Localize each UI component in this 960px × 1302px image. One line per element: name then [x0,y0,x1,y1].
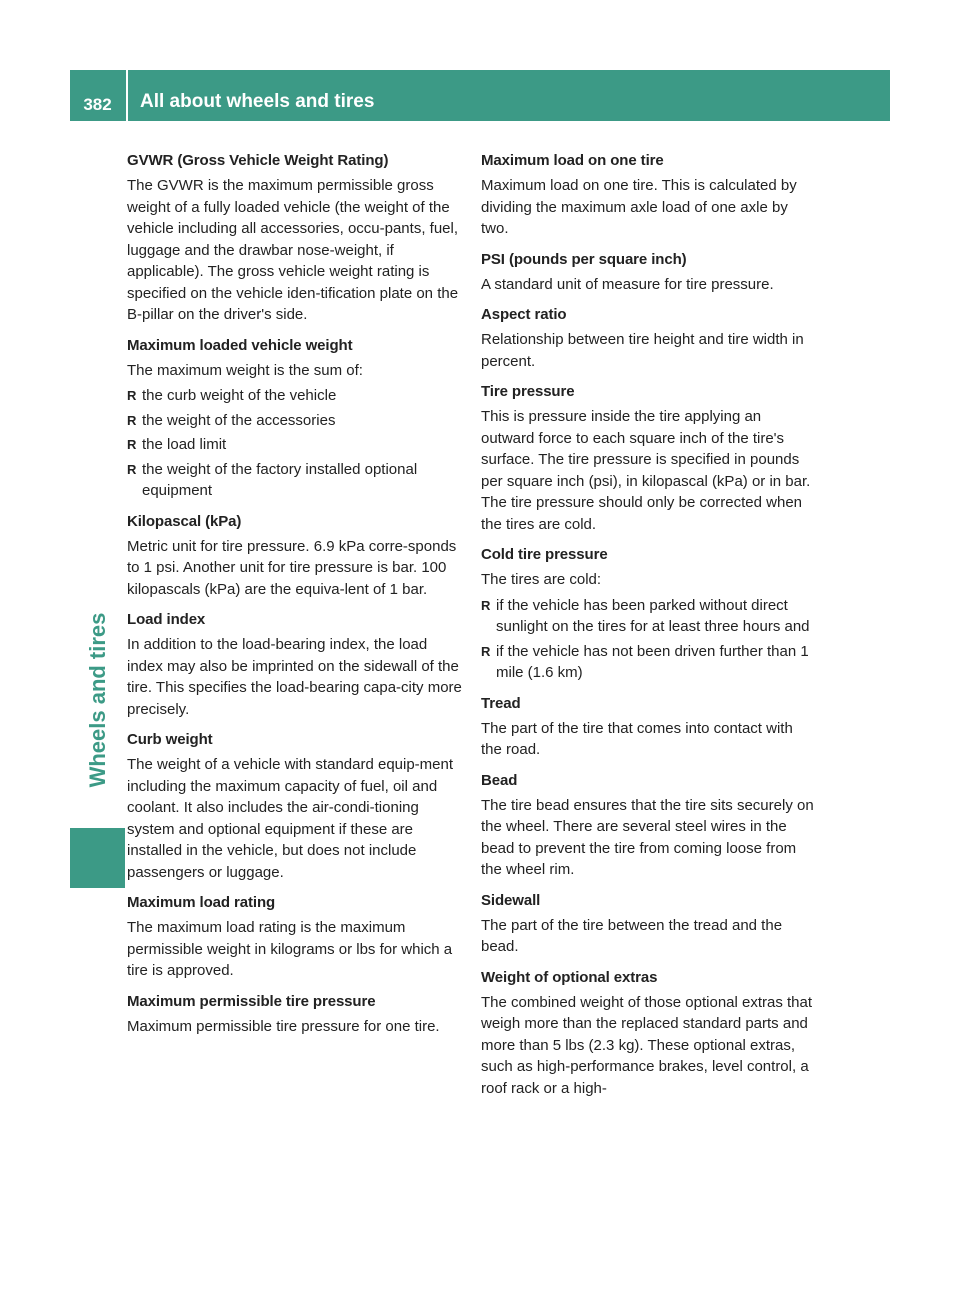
bullet-item [127,434,462,456]
right-column [481,150,816,1108]
glossary-term: PSI (pounds per square inch) [481,250,687,268]
glossary-entry [481,544,816,684]
glossary-definition: The weight of a vehicle with standard equip-ment including the maximum capacity of fuel, oil and coolant. It also includes the air-condi-tioning system and optional equipment if these are installed in the vehicle, but does not include passengers or luggage. [127,756,454,881]
glossary-definition: The GVWR is the maximum permissible gross weight of a fully loaded vehicle (the weight of the vehicle including all accessories, occu-pants, fuel, luggage and the drawbar nose-weight, if applicable). The gross vehicle weight rating is specified on the vehicle iden-tification plate on the B-pillar on the driver's side. [127,177,459,323]
page-number: 382 [83,95,112,114]
glossary-entry [481,693,816,761]
glossary-term: Tire pressure [481,383,575,400]
glossary-entry [127,892,462,982]
glossary-definition: Metric unit for tire pressure. 6.9 kPa corre-sponds to 1 psi. Another unit for tire pressure is bar. 100 kilopascals (kPa) are the equiva-lent of 1 bar. [127,537,457,598]
glossary-definition: The tire bead ensures that the tire sits securely on the wheel. There are several steel wires in the bead to prevent the tire from coming loose from the wheel rim. [481,796,814,878]
glossary-term: Maximum permissible tire pressure [127,992,376,1010]
chapter-side-label: Wheels and tires [85,612,110,788]
bullet-marker-icon: R [127,437,137,452]
bullet-text: if the vehicle has not been driven further than 1 mile (1.6 km) [496,642,809,681]
bullet-list [127,385,462,502]
glossary-definition: The maximum load rating is the maximum permissible weight in kilograms or lbs for which a tire is approved. [127,919,453,979]
glossary-definition: The combined weight of those optional extras that weigh more than the replaced standard parts and more than 5 lbs (2.3 kg). These optional extras, such as high-performance brakes, level control, a roof rack or a high- [481,993,813,1097]
glossary-definition: The maximum weight is the sum of: [127,361,363,379]
glossary-term: GVWR (Gross Vehicle Weight Rating) [127,152,389,169]
glossary-definition: The part of the tire between the tread and the bead. [481,916,783,955]
glossary-definition: The part of the tire that comes into contact with the road. [481,719,793,758]
glossary-definition: This is pressure inside the tire applying an outward force to each square inch of the tire's surface. The tire pressure is specified in pounds per square inch (psi), in kilopascal (kPa) or in bar. The tire pressure should only be corrected when the tires are cold. [481,408,811,533]
glossary-term: Cold tire pressure [481,546,608,563]
glossary-entry [127,729,462,883]
left-column [127,150,462,1046]
bullet-text: the weight of the factory installed optional equipment [142,460,418,499]
bullet-item [481,595,816,638]
glossary-entry [127,991,462,1038]
glossary-definition: Relationship between tire height and tire width in percent. [481,331,804,370]
glossary-definition: Maximum load on one tire. This is calculated by dividing the maximum axle load of one axle by two. [481,177,797,237]
chapter-tab-marker [70,828,125,888]
bullet-marker-icon: R [481,597,491,613]
glossary-entry [127,511,462,601]
glossary-entry [481,249,816,296]
glossary-term: Aspect ratio [481,306,567,323]
glossary-term: Tread [481,694,521,712]
glossary-entry [481,890,816,958]
glossary-definition: The tires are cold: [481,571,602,588]
glossary-definition: In addition to the load-bearing index, the load index may also be imprinted on the sidewall of the tire. This specifies the load-bearing capa-city more precisely. [127,636,462,718]
bullet-list [481,595,816,684]
bullet-text: the weight of the accessories [142,411,336,429]
glossary-term: Maximum load on one tire [481,152,664,169]
glossary-entry [481,304,816,372]
bullet-marker-icon: R [127,412,137,428]
glossary-term: Maximum load rating [127,894,276,911]
header-divider [126,70,128,121]
glossary-definition: Maximum permissible tire pressure for one tire. [127,1017,440,1035]
glossary-entry [481,967,816,1100]
glossary-term: Sidewall [481,891,541,909]
bullet-text: the curb weight of the vehicle [142,387,337,404]
glossary-entry [127,150,462,326]
glossary-entry [481,770,816,881]
page-title: All about wheels and tires [140,91,375,112]
glossary-term: Curb weight [127,731,213,748]
glossary-term: Maximum loaded vehicle weight [127,336,353,354]
bullet-marker-icon: R [481,643,491,659]
glossary-definition: A standard unit of measure for tire pressure. [481,275,774,293]
glossary-entry [127,609,462,720]
glossary-entry [481,150,816,240]
glossary-entry [481,381,816,535]
glossary-term: Load index [127,611,206,628]
bullet-item [127,459,462,502]
bullet-marker-icon: R [127,461,137,477]
bullet-item [481,641,816,684]
bullet-marker-icon: R [127,388,137,403]
bullet-item [127,385,462,407]
glossary-entry [127,335,462,502]
glossary-term: Kilopascal (kPa) [127,512,242,530]
glossary-term: Bead [481,771,518,789]
bullet-text: the load limit [142,436,227,453]
glossary-term: Weight of optional extras [481,968,658,986]
bullet-item [127,410,462,432]
bullet-text: if the vehicle has been parked without direct sunlight on the tires for at least three hours and [496,596,810,635]
